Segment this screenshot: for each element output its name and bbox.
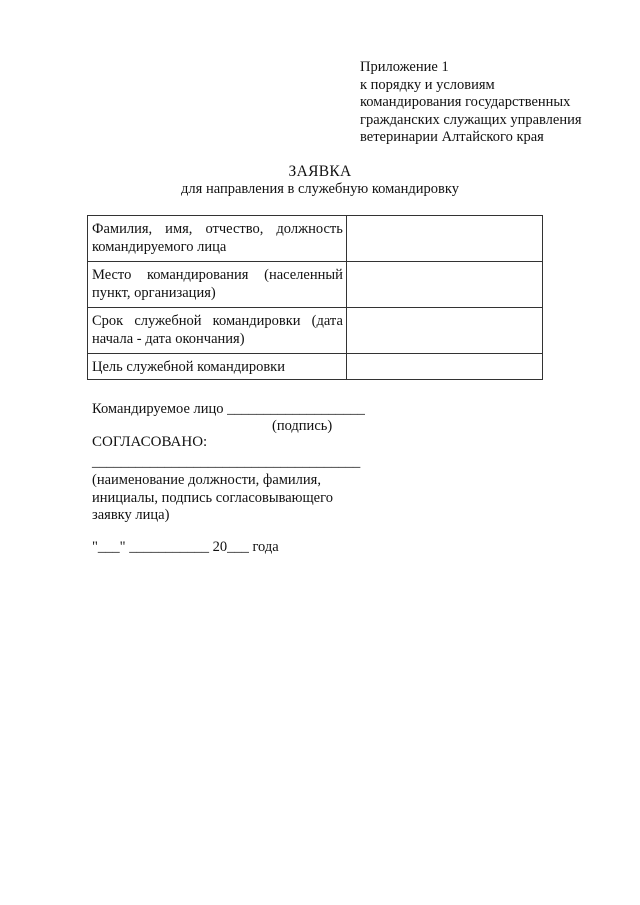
approver-hint-line: инициалы, подпись согласовывающего [92, 489, 333, 506]
date-line: "___" ___________ 20___ года [92, 539, 279, 555]
row-label: Фамилия, имя, отчество, должность командируемого лица [88, 216, 347, 262]
appendix-note [360, 59, 610, 147]
document-subtitle: для направления в служебную командировку [181, 181, 459, 197]
row-label: Срок служебной командировки (дата начала - дата окончания) [88, 308, 347, 354]
table-row [88, 262, 543, 308]
appendix-line: командирования государственных [360, 94, 571, 110]
table-row [88, 354, 543, 380]
row-label: Цель служебной командировки [88, 354, 347, 380]
application-table [87, 215, 543, 380]
approver-hint [92, 472, 362, 525]
document-title: ЗАЯВКА [288, 163, 352, 180]
row-value-field[interactable] [346, 262, 542, 308]
row-value-field[interactable] [346, 354, 542, 380]
row-value-field[interactable] [346, 216, 542, 262]
approver-blank-line: _____________________________________ [92, 454, 361, 470]
signature-hint: (подпись) [272, 418, 333, 434]
appendix-line: Приложение 1 [360, 59, 449, 75]
appendix-line: гражданских служащих управления [360, 111, 582, 128]
row-value-field[interactable] [346, 308, 542, 354]
traveler-signature-line: Командируемое лицо ___________________ [92, 401, 365, 417]
appendix-line: ветеринарии Алтайского края [360, 129, 544, 145]
table-row [88, 216, 543, 262]
appendix-line: к порядку и условиям [360, 76, 495, 93]
row-label: Место командирования (населенный пункт, организация) [88, 262, 347, 308]
approver-hint-line: заявку лица) [92, 507, 170, 523]
approver-hint-line: (наименование должности, фамилия, [92, 472, 321, 488]
table-row [88, 308, 543, 354]
agreed-heading: СОГЛАСОВАНО: [92, 434, 208, 450]
